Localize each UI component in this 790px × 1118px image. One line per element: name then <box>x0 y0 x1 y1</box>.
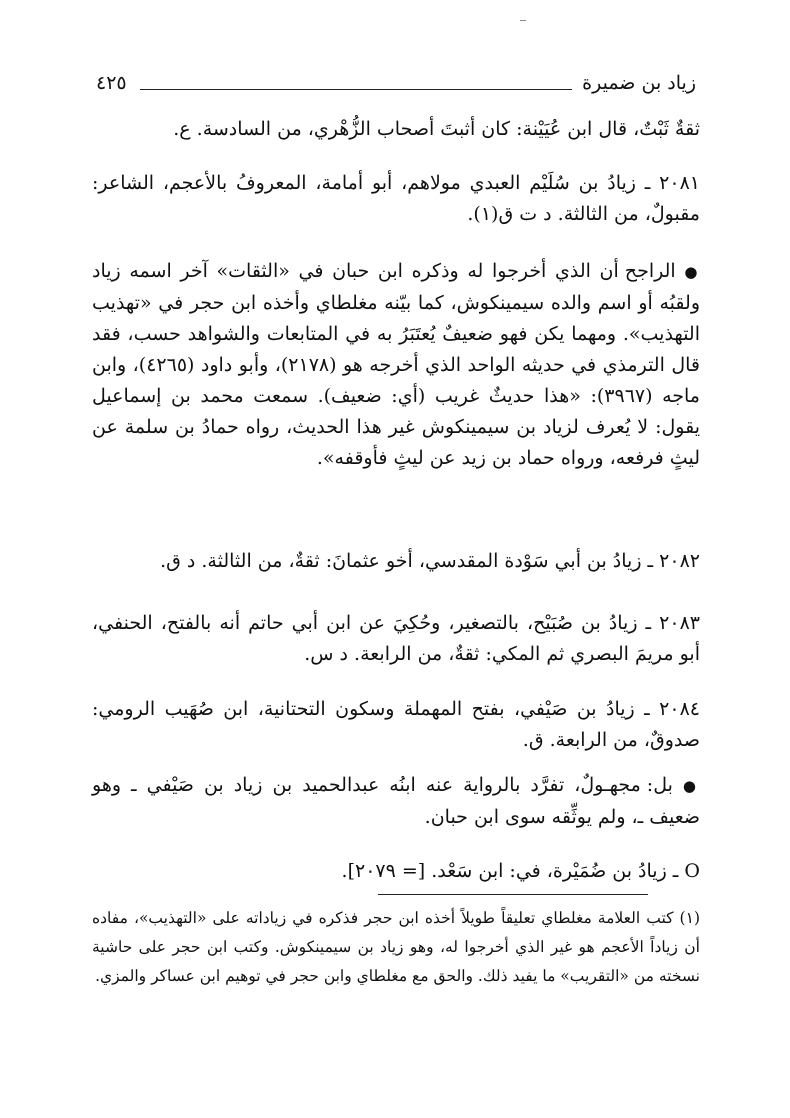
header-title: زياد بن ضميرة <box>582 72 696 94</box>
footnote-rule <box>378 894 648 895</box>
entry-text: ثقةٌ ثَبْتٌ، قال ابن عُيَيْنة: كان أثبتَ أصحاب الزُّهْري، من السادسة. ع. <box>173 118 700 140</box>
entry-2083 <box>92 608 700 670</box>
commentary-2081 <box>92 256 700 474</box>
commentary-body: بل: مجهـولٌ، تفرَّد بالرواية عنه ابنُه عبدالحميد بن زياد بن صَيْفي ـ وهو ضعيف ـ، ولم يوثِّقه سوى ابن حبان. <box>92 774 700 828</box>
footnote <box>92 904 700 991</box>
entry-text: ٢٠٨٤ ـ زيادُ بن صَيْفي، بفتح المهملة وسكون التحتانية، ابن صُهَيب الرومي: صدوقٌ، من الرابعة. ق. <box>92 698 700 751</box>
entry-continuation <box>92 114 700 145</box>
entry-text: ٢٠٨٢ ـ زيادُ بن أبي سَوْدة المقدسي، أخو عثمانَ: ثقةٌ، من الثالثة. د ق. <box>160 550 700 572</box>
bullet-icon: ● <box>684 263 701 281</box>
circle-marker-icon: O <box>684 860 700 882</box>
footnote-text: (١) كتب العلامة مغلطاي تعليقاً طويلاً أخذه ابن حجر فذكره في زياداته على «التهذيب»، مفاده أن زياداً الأعجم هو غير الذي أخرجوا له، وهو زياد بن سيمينكوش. وكتب ابن حجر على حاشية نسخته من «التقريب» ما يفيد ذلك. والحق مع مغلطاي وابن حجر في توهيم ابن عساكر والمزي. <box>92 909 700 985</box>
commentary-2084 <box>92 770 700 833</box>
top-mark <box>520 20 526 21</box>
commentary-text <box>92 770 700 833</box>
running-header <box>96 72 696 106</box>
commentary-text <box>92 256 700 474</box>
cross-reference-text: ـ زيادُ بن ضُمَيْرة، في: ابن سَعْد. [= ٢٠٧٩]. <box>341 860 679 882</box>
entry-2081 <box>92 168 700 230</box>
header-rule <box>140 89 572 90</box>
entry-text: ٢٠٨١ ـ زيادُ بن سُلَيْم العبدي مولاهم، أبو أمامة، المعروفُ بالأعجم، الشاعر: مقبولٌ، من الثالثة. د ت ق(١). <box>92 172 700 225</box>
commentary-body: الراجح أن الذي أخرجوا له وذكره ابن حبان في «الثقات» آخر اسمه زياد ولقبُه أو اسم والده سيمينكوش، كما بيّنه مغلطاي وأخذه ابن حجر في «تهذيب التهذيب». ومهما يكن فهو ضعيفٌ يُعتَبَرُ به في المتابعات والشواهد حسب، فقد قال الترمذي في حديثه الواحد الذي أخرجه هو (٢١٧٨)، وأبو داود (٤٢٦٥)، وابن ماجه (٣٩٦٧): «هذا حديثٌ غريب (أي: ضعيف). سمعت محمد بن إسماعيل يقول: لا يُعرف لزياد بن سيمينكوش غير هذا الحديث، رواه حمادُ بن سلمة عن ليثٍ فرفعه، ورواه حماد بن زيد عن ليثٍ فأوقفه». <box>92 260 701 469</box>
cross-reference-entry <box>92 856 700 887</box>
entry-text <box>92 856 700 887</box>
entry-text: ٢٠٨٣ ـ زيادُ بن صُبَيْح، بالتصغير، وحُكِيَ عن ابن أبي حاتم أنه بالفتح، الحنفي، أبو مريمَ البصري ثم المكي: ثقةٌ، من الرابعة. د س. <box>92 612 700 665</box>
entry-2084 <box>92 694 700 756</box>
bullet-icon: ● <box>682 777 700 795</box>
page-number: ٤٢٥ <box>96 72 127 94</box>
entry-2082 <box>92 546 700 577</box>
